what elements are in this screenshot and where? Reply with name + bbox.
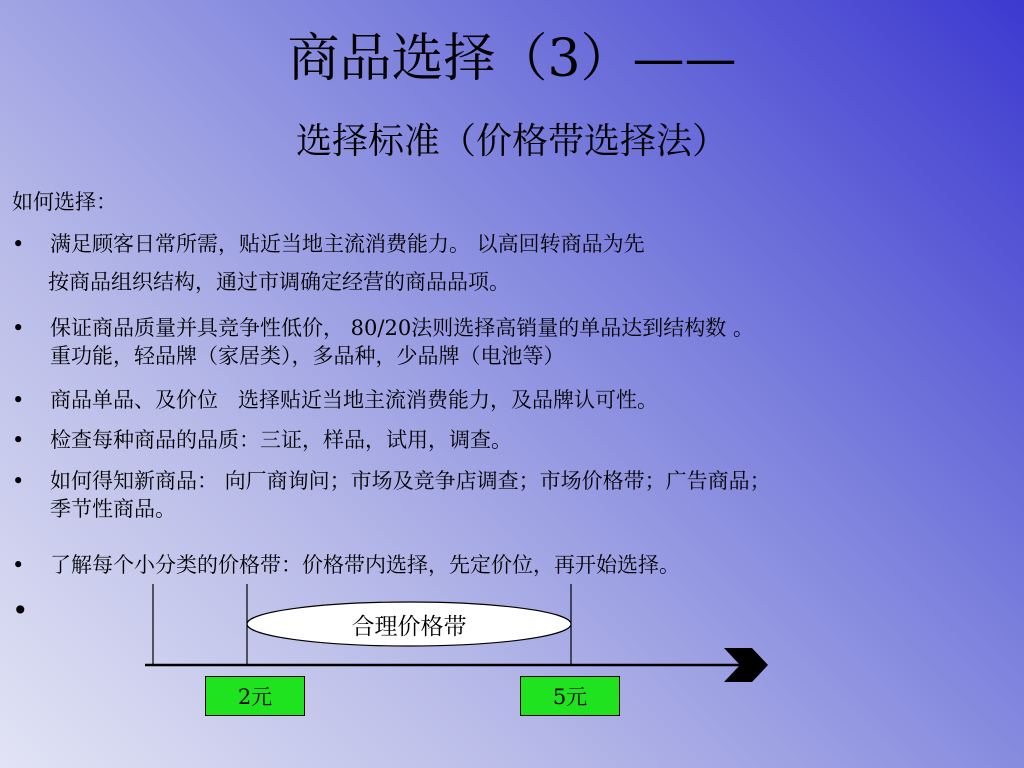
list-item-text: 检查每种商品的品质：三证，样品，试用，调查。 — [50, 428, 512, 452]
list-item-text: 如何得知新商品： 向厂商询问；市场及竞争店调查；市场价格带；广告商品； — [50, 469, 771, 493]
bullet-icon: • — [12, 232, 25, 256]
list-item-text: 按商品组织结构，通过市调确定经营的商品品项。 — [48, 270, 510, 294]
bullet-icon: • — [12, 388, 25, 412]
list-item-text: 商品单品、及价位 选择贴近当地主流消费能力，及品牌认可性。 — [50, 388, 659, 412]
bullet-icon: • — [12, 469, 25, 493]
list-item-text: 季节性商品。 — [50, 497, 176, 521]
slide-subtitle: 选择标准（价格带选择法） — [295, 121, 728, 162]
bullet-icon: • — [12, 428, 25, 452]
high-price-box: 5元 — [520, 676, 620, 716]
empty-bullet-icon: • — [12, 594, 29, 627]
list-item-text: 保证商品质量并具竞争性低价， 80/20法则选择高销量的单品达到结构数 。 — [50, 316, 754, 340]
intro-text: 如何选择： — [12, 190, 117, 214]
list-item-text: 了解每个小分类的价格带：价格带内选择，先定价位，再开始选择。 — [50, 553, 680, 577]
price-band-label: 合理价格带 — [351, 613, 467, 640]
slide-title: 商品选择（3）—— — [287, 29, 737, 89]
list-item-text: 重功能，轻品牌（家居类），多品种，少品牌（电池等） — [50, 344, 565, 368]
list-item-text: 满足顾客日常所需，贴近当地主流消费能力。 以高回转商品为先 — [50, 232, 645, 256]
low-price-box: 2元 — [205, 676, 305, 716]
bullet-icon: • — [12, 553, 25, 577]
bullet-icon: • — [12, 316, 25, 340]
